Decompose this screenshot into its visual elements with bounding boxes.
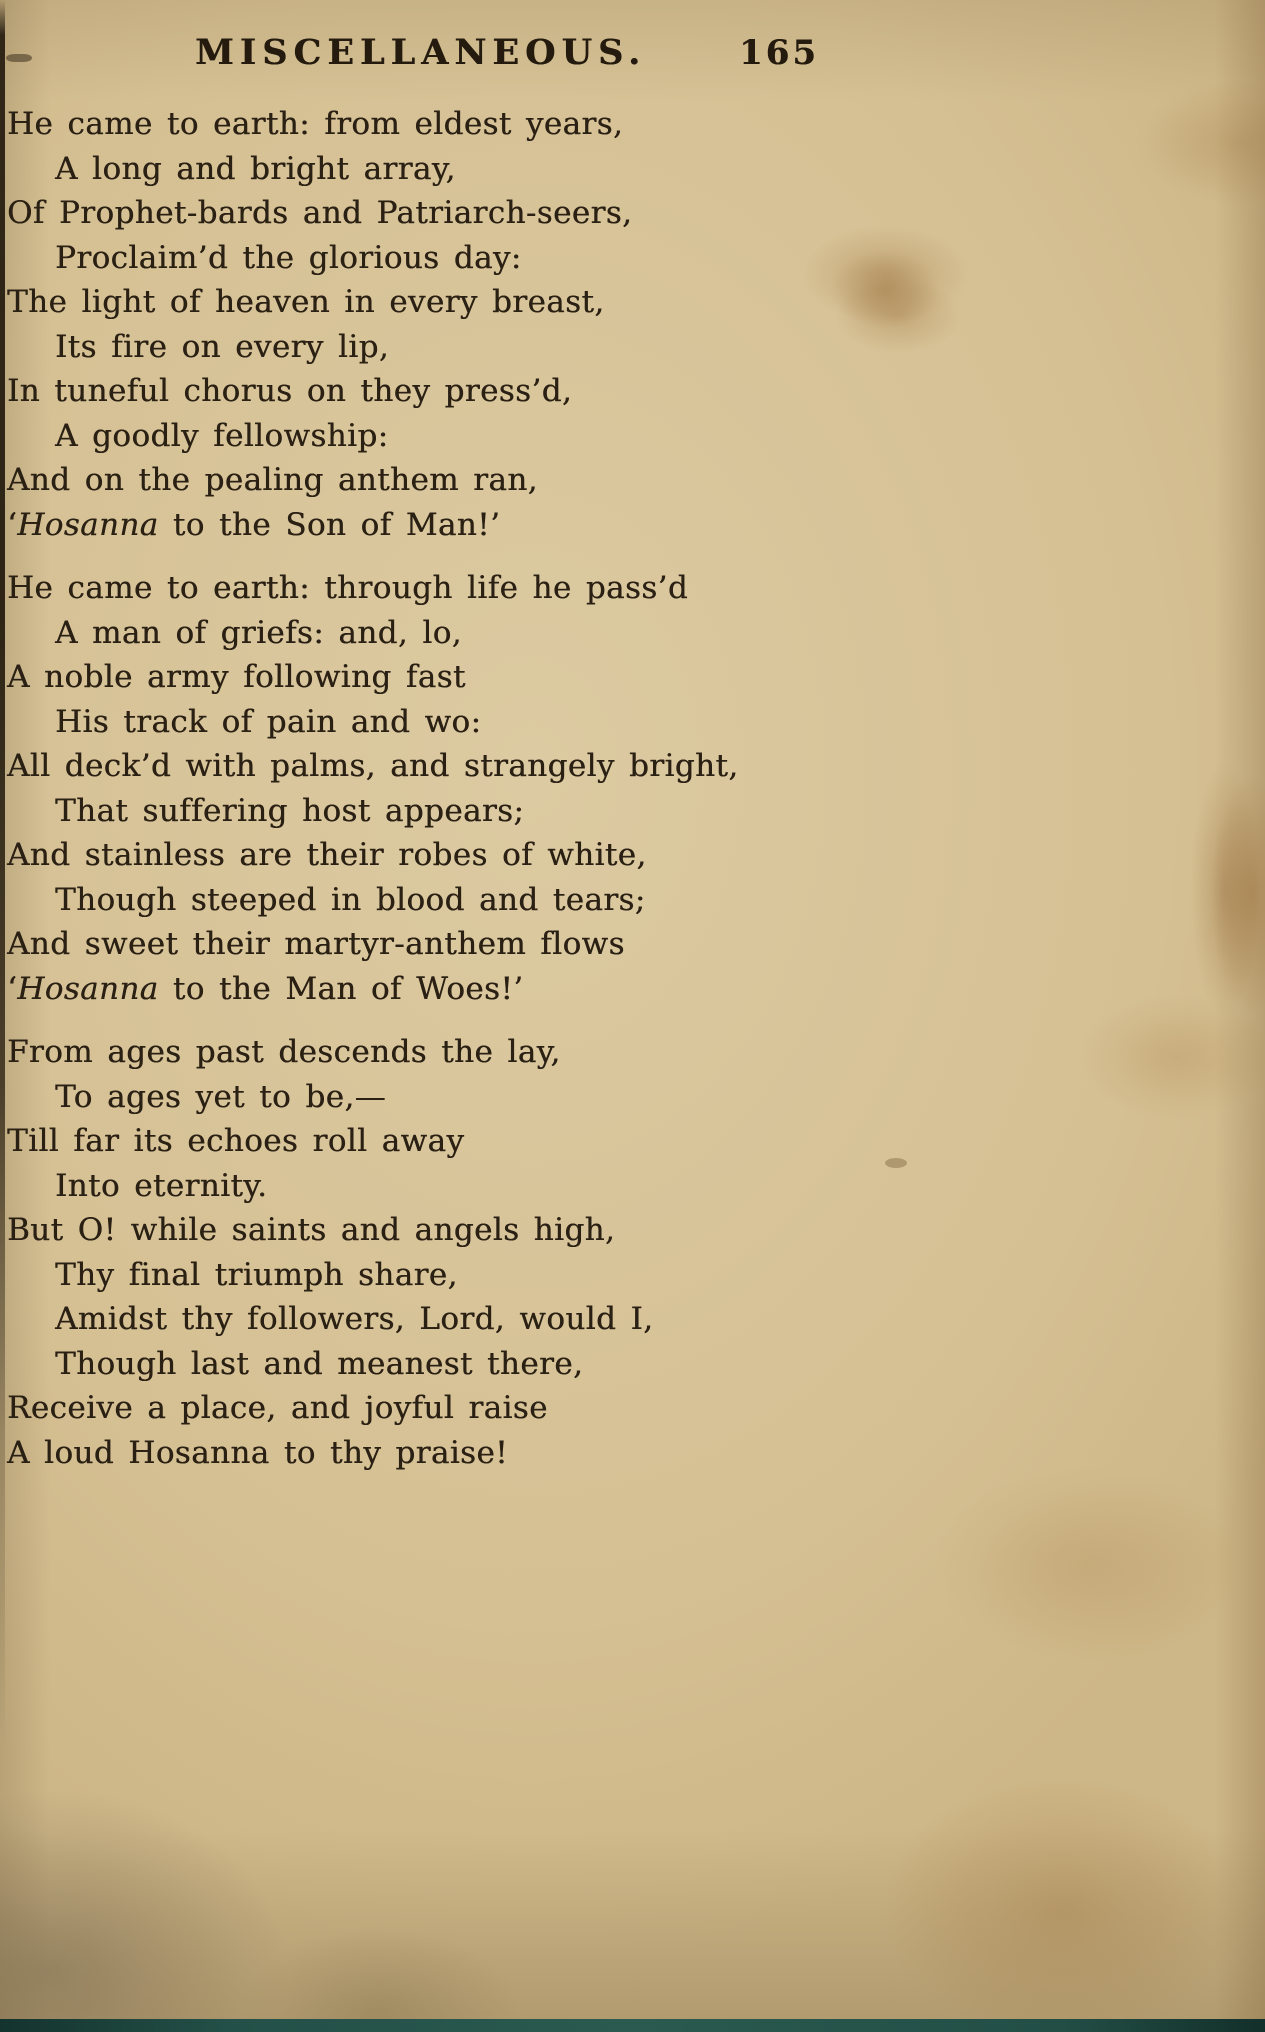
poem-line: A long and bright array, — [55, 150, 456, 187]
poem-line: Though last and meanest there, — [55, 1345, 584, 1382]
poem-stanza-1 — [7, 102, 739, 547]
refrain-italic-word: Hosanna — [17, 506, 159, 543]
paper-stain — [1190, 760, 1260, 1020]
poem-line-refrain — [7, 967, 739, 1012]
poem-line-refrain — [7, 503, 739, 548]
paper-stain — [885, 1158, 907, 1168]
poem-line: His track of pain and wo: — [55, 703, 482, 740]
poem-line: A man of griefs: and, lo, — [55, 614, 462, 651]
poem-line: A noble army following fast — [7, 659, 466, 695]
refrain-rest: to the Man of Woes!’ — [158, 970, 524, 1007]
poem-line: To ages yet to be,— — [55, 1078, 387, 1115]
poem-line: He came to earth: from eldest years, — [7, 106, 624, 142]
poem-line: Amidst thy followers, Lord, would I, — [55, 1301, 654, 1337]
poem-line: Of Prophet-bards and Patriarch-seers, — [7, 195, 633, 231]
poem-line: In tuneful chorus on they press’d, — [7, 373, 573, 409]
poem-line: The light of heaven in every breast, — [7, 284, 605, 320]
poem-line: Till far its echoes roll away — [7, 1123, 465, 1159]
page-header — [195, 32, 819, 73]
poem-line: And stainless are their robes of white, — [7, 837, 647, 873]
page-header-title: MISCELLANEOUS. — [195, 32, 647, 73]
poem-line: And on the pealing anthem ran, — [7, 462, 538, 498]
poem-line: Into eternity. — [55, 1167, 268, 1204]
refrain-open-quote: ‘ — [7, 506, 18, 543]
poem-line: And sweet their martyr-anthem flows — [7, 926, 625, 962]
poem-line: Though steeped in blood and tears; — [55, 881, 646, 918]
poem-line: Thy final triumph share, — [55, 1256, 458, 1293]
paper-stain — [6, 54, 32, 62]
poem-line: A loud Hosanna to thy praise! — [7, 1434, 508, 1471]
poem-line: He came to earth: through life he pass’d — [7, 570, 689, 606]
poem-stanza-2 — [7, 566, 739, 1011]
refrain-italic-word: Hosanna — [17, 970, 159, 1007]
poem-line: That suffering host appears; — [55, 792, 525, 829]
poem-line: All deck’d with palms, and strangely bright, — [7, 748, 739, 784]
poem-body — [7, 102, 739, 1494]
poem-line: Receive a place, and joyful raise — [7, 1390, 548, 1426]
page-number: 165 — [739, 33, 819, 73]
refrain-rest: to the Son of Man!’ — [158, 506, 501, 543]
poem-stanza-3 — [7, 1030, 739, 1475]
refrain-open-quote: ‘ — [7, 970, 18, 1007]
scan-edge-strip — [0, 2019, 1265, 2032]
poem-line: A goodly fellowship: — [55, 417, 389, 454]
poem-line: Proclaim’d the glorious day: — [55, 239, 522, 276]
binding-edge-line — [0, 0, 5, 1750]
paper-stain — [830, 250, 940, 330]
poem-line: But O! while saints and angels high, — [7, 1212, 616, 1248]
poem-line: Its fire on every lip, — [55, 328, 390, 365]
poem-line: From ages past descends the lay, — [7, 1034, 561, 1070]
